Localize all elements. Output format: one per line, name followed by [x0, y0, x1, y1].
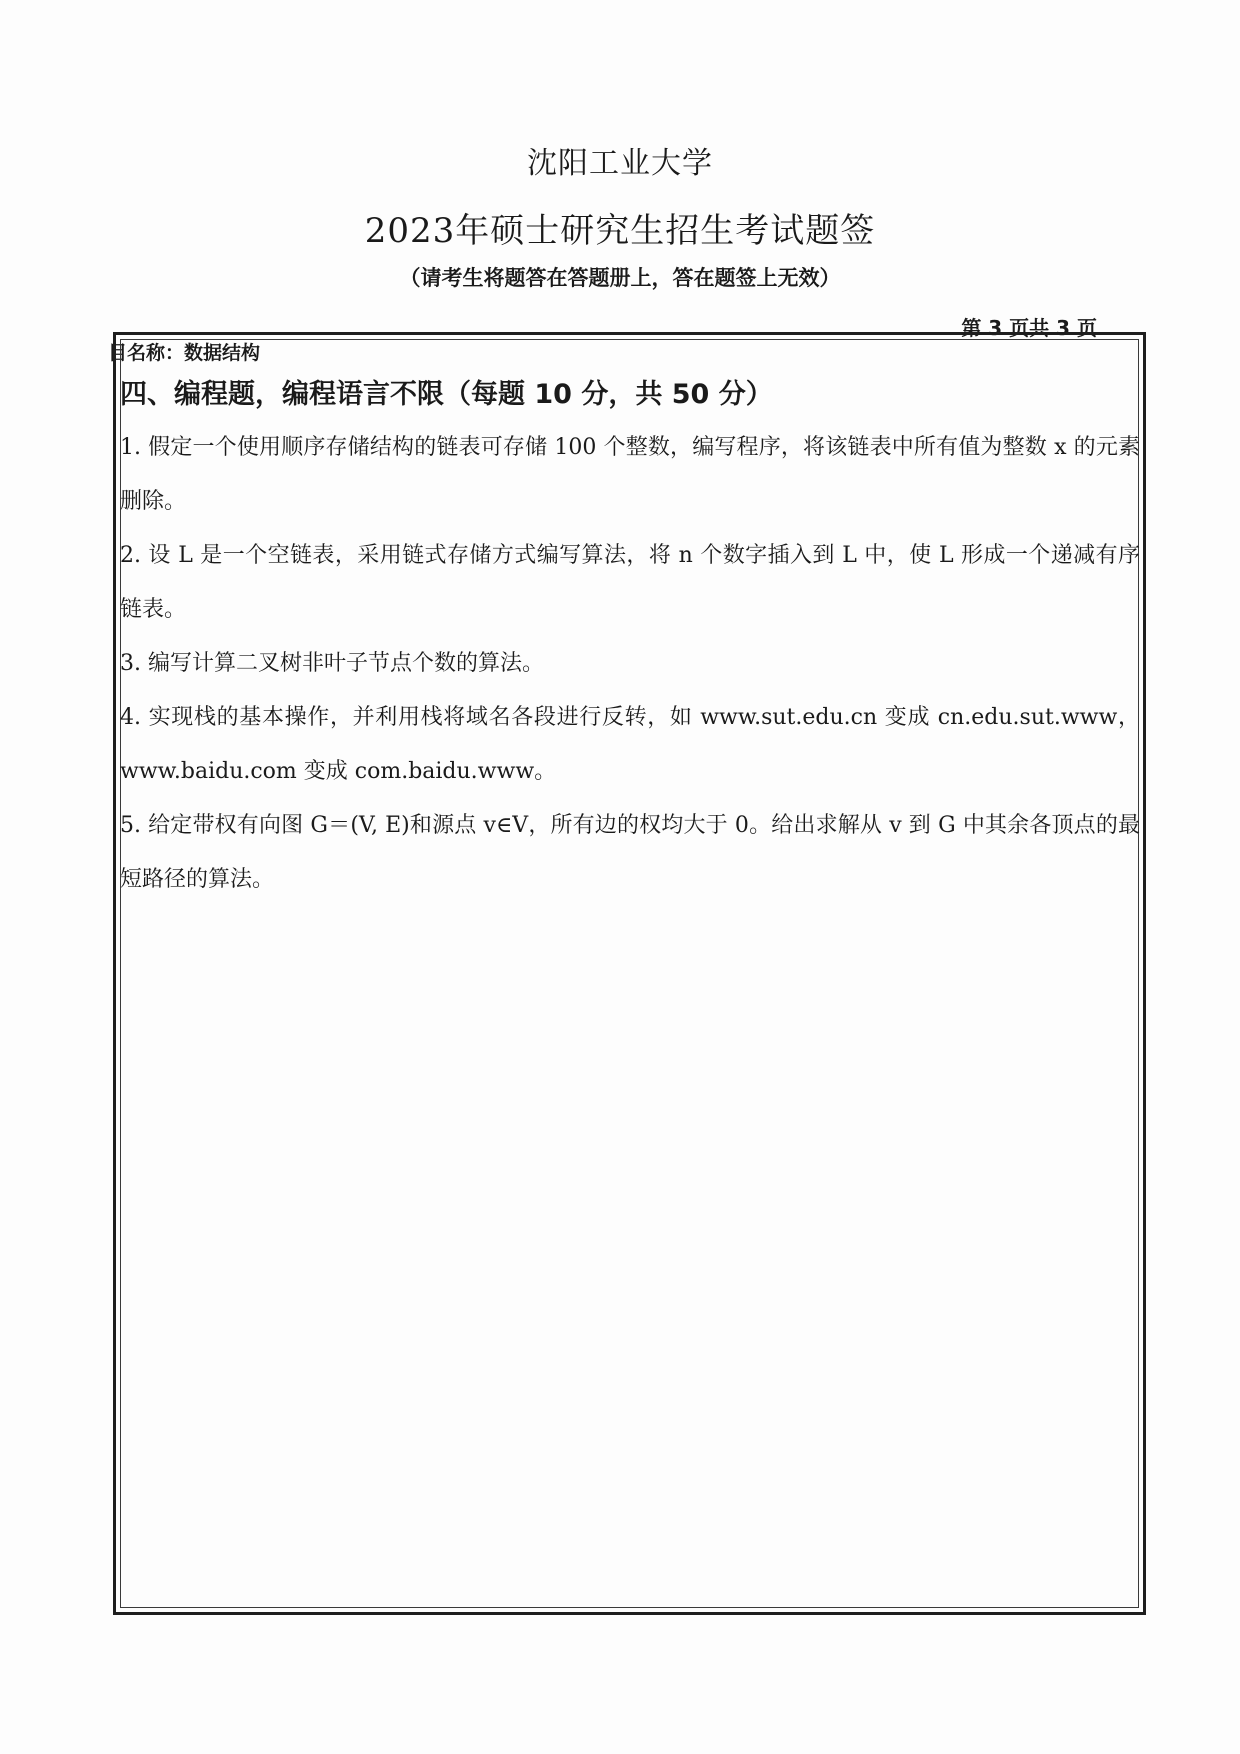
exam-notice: （请考生将题答在答题册上，答在题签上无效）	[399, 266, 841, 290]
question-3: 3. 编写计算二叉树非叶子节点个数的算法。	[120, 651, 544, 676]
school-name: 沈阳工业大学	[527, 146, 713, 181]
question-2: 2. 设 L 是一个空链表，采用链式存储方式编写算法，将 n 个数字插入到 L 中，使 L 形成一个递减有序链表。	[120, 543, 1140, 622]
question-1: 1. 假定一个使用顺序存储结构的链表可存储 100 个整数，编写程序，将该链表中所有值为整数 x 的元素删除。	[120, 435, 1140, 514]
question-section	[120, 372, 1140, 907]
page-number: 第 3 页共 3 页	[961, 316, 1097, 340]
question-4: 4. 实现栈的基本操作，并利用栈将域名各段进行反转，如 www.sut.edu.cn 变成 cn.edu.sut.www，www.baidu.com 变成 com.baidu.www。	[120, 705, 1140, 784]
exam-title: 2023年硕士研究生招生考试题签	[364, 211, 876, 251]
subject-name: 目名称：数据结构	[108, 342, 261, 364]
section-heading: 四、编程题，编程语言不限（每题 10 分，共 50 分）	[120, 379, 773, 410]
question-5: 5. 给定带权有向图 G＝(V, E)和源点 v∈V，所有边的权均大于 0。给出求解从 v 到 G 中其余各顶点的最短路径的算法。	[120, 813, 1140, 892]
